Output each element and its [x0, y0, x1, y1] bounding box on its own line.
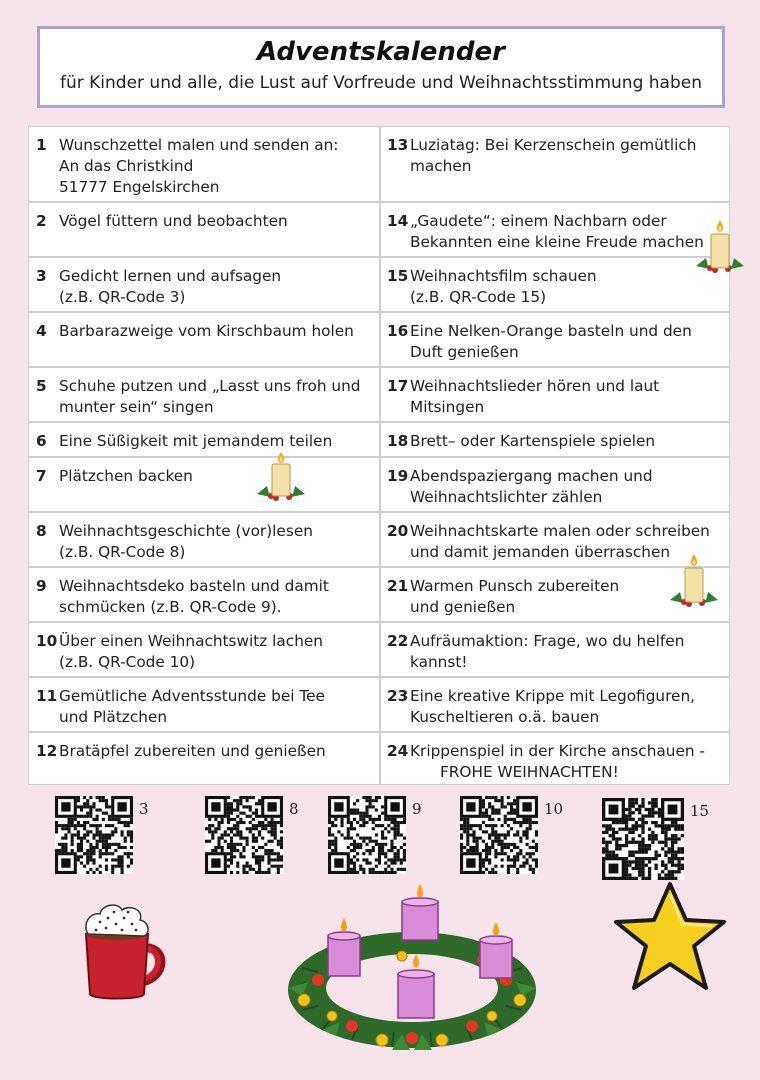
day-text: Eine Süßigkeit mit jemandem teilen [59, 432, 333, 450]
day-number: 18 [387, 432, 409, 450]
candle-icon [253, 450, 309, 502]
day-number: 10 [36, 632, 58, 650]
day-text: Wunschzettel malen und senden an: [59, 136, 339, 154]
day-cell-19 [380, 457, 730, 512]
day-number: 13 [387, 136, 409, 154]
day-cell-24 [380, 732, 730, 785]
day-text: kannst! [410, 653, 468, 671]
day-text: 51777 Engelskirchen [59, 178, 220, 196]
day-cell-15 [380, 257, 730, 312]
day-text: Warmen Punsch zubereiten [410, 577, 620, 595]
day-cell-14 [380, 202, 730, 257]
day-cell-11 [28, 677, 380, 732]
day-number: 4 [36, 322, 47, 340]
day-number: 8 [36, 522, 47, 540]
day-cell-22 [380, 622, 730, 677]
day-text: Über einen Weihnachtswitz lachen [59, 632, 324, 650]
star-icon [610, 880, 730, 996]
day-text: Barbarazweige vom Kirschbaum holen [59, 322, 354, 340]
qr-code-icon [602, 798, 684, 880]
day-number: 7 [36, 467, 47, 485]
advent-wreath-icon [282, 880, 542, 1058]
day-text: schmücken (z.B. QR-Code 9). [59, 598, 282, 616]
day-number: 16 [387, 322, 409, 340]
qr-code-label: 15 [690, 802, 710, 820]
day-text: Weihnachtslichter zählen [410, 488, 603, 506]
day-number: 9 [36, 577, 47, 595]
day-number: 3 [36, 267, 47, 285]
day-text: Weihnachtslieder hören und laut [410, 377, 660, 395]
day-number: 20 [387, 522, 409, 540]
day-text: Weihnachtsfilm schauen [410, 267, 597, 285]
day-number: 23 [387, 687, 409, 705]
day-cell-8 [28, 512, 380, 567]
qr-code-icon [328, 796, 406, 874]
candle-icon [666, 552, 722, 608]
day-cell-17 [380, 367, 730, 422]
day-cell-4 [28, 312, 380, 367]
day-cell-6 [28, 422, 380, 457]
day-number: 2 [36, 212, 47, 230]
page-title: Adventskalender [257, 37, 505, 67]
qr-code-icon [55, 796, 133, 874]
day-text: machen [410, 157, 472, 175]
day-text: Weihnachtskarte malen oder schreiben [410, 522, 710, 540]
day-text: und genießen [410, 598, 516, 616]
day-text: und damit jemanden überraschen [410, 543, 671, 561]
day-text: Luziatag: Bei Kerzenschein gemütlich [410, 136, 697, 154]
day-text: Mitsingen [410, 398, 485, 416]
day-cell-3 [28, 257, 380, 312]
qr-code-icon [460, 796, 538, 874]
hot-chocolate-mug-icon [78, 898, 170, 1006]
day-cell-7 [28, 457, 380, 512]
day-cell-9 [28, 567, 380, 622]
day-number: 11 [36, 687, 58, 705]
day-number: 24 [387, 742, 409, 760]
day-number: 12 [36, 742, 58, 760]
day-text: Kuscheltieren o.ä. bauen [410, 708, 600, 726]
candle-icon [692, 218, 748, 274]
day-text: Weihnachtsgeschichte (vor)lesen [59, 522, 313, 540]
day-cell-1 [28, 126, 380, 202]
day-text: Aufräumaktion: Frage, wo du helfen [410, 632, 685, 650]
day-text: Schuhe putzen und „Lasst uns froh und [59, 377, 361, 395]
day-number: 21 [387, 577, 409, 595]
day-text: Vögel füttern und beobachten [59, 212, 288, 230]
day-text: Gemütliche Adventsstunde bei Tee [59, 687, 325, 705]
day-number: 6 [36, 432, 47, 450]
day-text: Eine kreative Krippe mit Legofiguren, [410, 687, 696, 705]
day-number: 19 [387, 467, 409, 485]
day-text: Abendspaziergang machen und [410, 467, 653, 485]
day-text: (z.B. QR-Code 8) [59, 543, 186, 561]
day-text: Weihnachtsdeko basteln und damit [59, 577, 329, 595]
qr-code-label: 8 [289, 800, 299, 818]
day-text: Eine Nelken-Orange basteln und den [410, 322, 692, 340]
day-cell-5 [28, 367, 380, 422]
day-cell-10 [28, 622, 380, 677]
day-cell-12 [28, 732, 380, 785]
day-cell-18 [380, 422, 730, 457]
day-cell-2 [28, 202, 380, 257]
page-subtitle: für Kinder und alle, die Lust auf Vorfreude und Weihnachtsstimmung haben [59, 73, 702, 93]
day-text: Plätzchen backen [59, 467, 193, 485]
day-text: Duft genießen [410, 343, 519, 361]
day-text: Krippenspiel in der Kirche anschauen - [410, 742, 705, 760]
qr-code-label: 3 [139, 800, 149, 818]
day-number: 1 [36, 136, 47, 154]
day-text: und Plätzchen [59, 708, 168, 726]
day-cell-13 [380, 126, 730, 202]
day-number: 22 [387, 632, 409, 650]
qr-code-label: 9 [412, 800, 422, 818]
day-text: FROHE WEIHNACHTEN! [440, 763, 619, 781]
day-cell-16 [380, 312, 730, 367]
day-text: „Gaudete“: einem Nachbarn oder [410, 212, 667, 230]
day-number: 5 [36, 377, 47, 395]
day-text: Bekannten eine kleine Freude machen [410, 233, 704, 251]
day-text: An das Christkind [59, 157, 194, 175]
day-number: 17 [387, 377, 409, 395]
day-text: munter sein“ singen [59, 398, 214, 416]
day-text: (z.B. QR-Code 10) [59, 653, 196, 671]
header-box [37, 26, 725, 108]
day-number: 14 [387, 212, 409, 230]
qr-code-icon [205, 796, 283, 874]
day-text: Brett– oder Kartenspiele spielen [410, 432, 656, 450]
day-number: 15 [387, 267, 409, 285]
day-text: Bratäpfel zubereiten und genießen [59, 742, 326, 760]
day-text: (z.B. QR-Code 15) [410, 288, 547, 306]
day-text: Gedicht lernen und aufsagen [59, 267, 282, 285]
day-cell-23 [380, 677, 730, 732]
day-text: (z.B. QR-Code 3) [59, 288, 186, 306]
qr-code-label: 10 [544, 800, 564, 818]
